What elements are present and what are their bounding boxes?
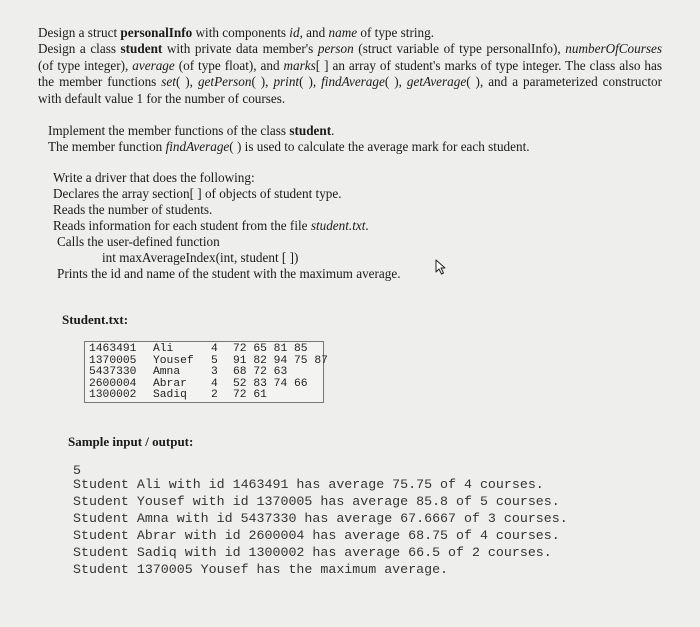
driver-step-call: Calls the user-defined function (57, 234, 220, 249)
output-line: 5 (73, 463, 81, 478)
output-line: Student Amna with id 5437330 has average 67.6667 of 3 courses. (73, 511, 568, 526)
struct-instruction: Design a struct personalInfo with components id, and name of type string. (38, 25, 434, 40)
find-average-description: The member function findAverage( ) is used to calculate the average mark for each student. (48, 139, 530, 154)
driver-step-read-file: Reads information for each student from the file student.txt. (53, 218, 369, 233)
file-contents-box (84, 341, 328, 403)
output-line: Student Abrar with id 2600004 has average 68.75 of 4 courses. (73, 528, 560, 543)
sample-io-label: Sample input / output: (68, 434, 194, 449)
driver-step-read-count: Reads the number of students. (53, 202, 213, 217)
file-row: 5437330 Amna 3 68 72 63 (89, 366, 288, 378)
file-label: Student.txt: (62, 312, 129, 327)
driver-heading: Write a driver that does the following: (53, 170, 255, 185)
output-line: Student Sadiq with id 1300002 has average 66.5 of 2 courses. (73, 545, 552, 560)
file-row: 2600004 Abrar 4 52 83 74 66 (89, 377, 308, 390)
output-line: Student Yousef with id 1370005 has average 85.8 of 5 courses. (73, 494, 560, 509)
implement-instruction: Implement the member functions of the class student. (48, 123, 335, 138)
file-row: 1463491 Ali 4 72 65 81 85 (89, 343, 308, 355)
output-line: Student 1370005 Yousef has the maximum average. (73, 562, 449, 577)
class-instruction: Design a class student with private data member's person (struct variable of type personalInfo), numberOfCourses (of type integer), average (of type float), and marks[ ] an array of student's marks of type integer. The class also has the member functions set( ), getPerson( ), print( ), findAverage( ), getAverage( ), and a parameterized constructor with default value 1 for the number of courses. (38, 41, 662, 106)
mouse-cursor-icon (434, 259, 450, 275)
output-line: Student Ali with id 1463491 has average 75.75 of 4 courses. (73, 477, 544, 492)
function-signature: int maxAverageIndex(int, student [ ]) (102, 250, 299, 265)
file-row: 1300002 Sadiq 2 72 61 (89, 389, 267, 401)
driver-step-declare: Declares the array section[ ] of objects of student type. (53, 186, 342, 201)
file-row: 1370005 Yousef 5 91 82 94 75 87 (89, 354, 328, 367)
driver-step-print: Prints the id and name of the student with the maximum average. (57, 266, 401, 281)
